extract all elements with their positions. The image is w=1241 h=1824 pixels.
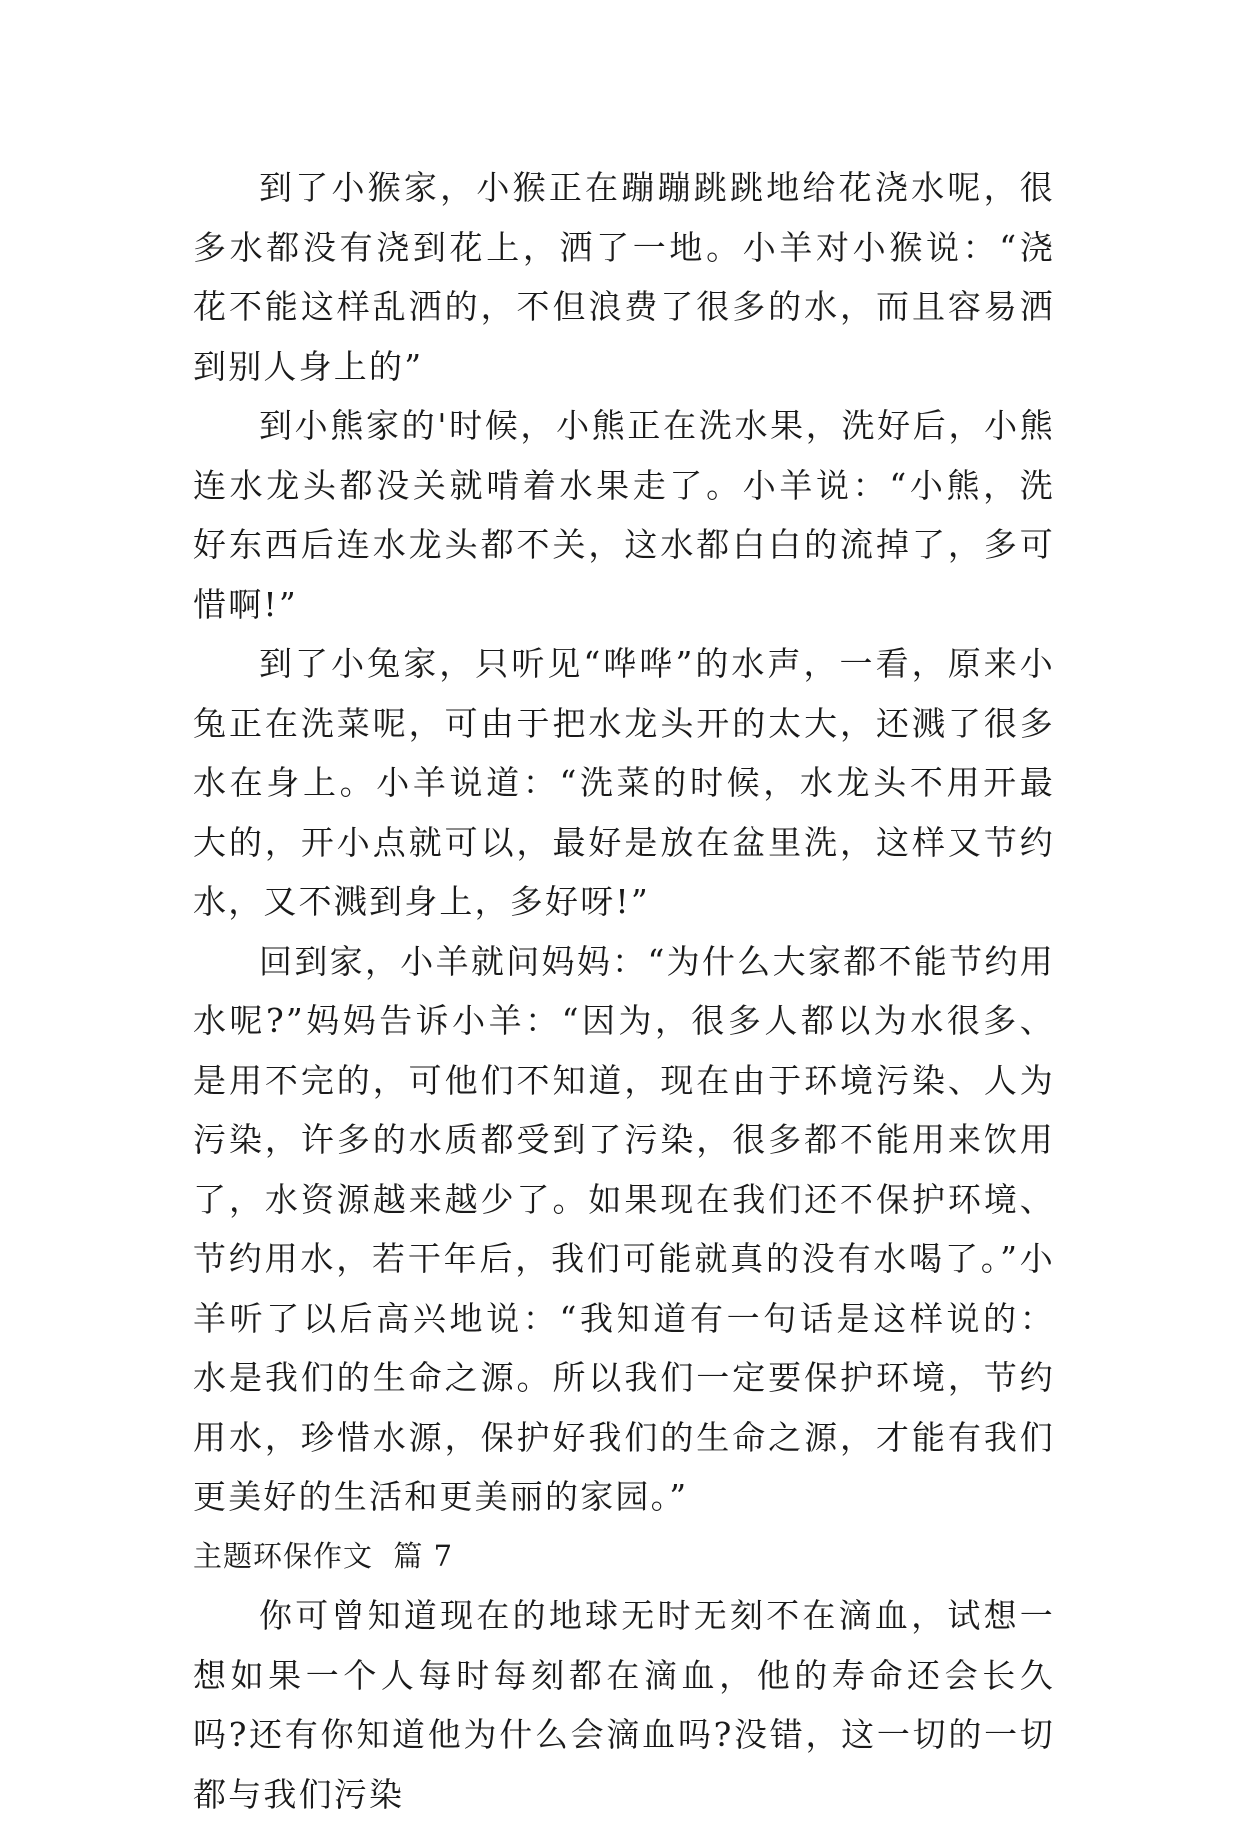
paragraph-rabbit: 到了小兔家，只听见“哗哗”的水声，一看，原来小兔正在洗菜呢，可由于把水龙头开的太大，还溅了很多水在身上。小羊说道：“洗菜的时候，水龙头不用开最大的，开小点就可以，最好是放在盆里洗，这样又节约水，又不溅到身上，多好呀!” bbox=[193, 644, 1055, 921]
paragraph-bear: 到小熊家的'时候，小熊正在洗水果，洗好后，小熊连水龙头都没关就啃着水果走了。小羊说：“小熊，洗好东西后连水龙头都不关，这水都白白的流掉了，多可惜啊!” bbox=[193, 406, 1055, 624]
paragraph-monkey: 到了小猴家，小猴正在蹦蹦跳跳地给花浇水呢，很多水都没有浇到花上，洒了一地。小羊对小猴说：“浇花不能这样乱洒的，不但浪费了很多的水，而且容易洒到别人身上的” bbox=[193, 168, 1055, 386]
paragraph-earth: 你可曾知道现在的地球无时无刻不在滴血，试想一想如果一个人每时每刻都在滴血，他的寿命还会长久吗?还有你知道他为什么会滴血吗?没错，这一切的一切都与我们污染 bbox=[193, 1596, 1055, 1814]
section-heading: 主题环保作文 篇 7 bbox=[193, 1538, 454, 1573]
paragraph-home: 回到家，小羊就问妈妈：“为什么大家都不能节约用水呢?”妈妈告诉小羊：“因为，很多人都以为水很多、是用不完的，可他们不知道，现在由于环境污染、人为污染，许多的水质都受到了污染，很多都不能用来饮用了，水资源越来越少了。如果现在我们还不保护环境、节约用水，若干年后，我们可能就真的没有水喝了。”小羊听了以后高兴地说：“我知道有一句话是这样说的：水是我们的生命之源。所以我们一定要保护环境，节约用水，珍惜水源，保护好我们的生命之源，才能有我们更美好的生活和更美丽的家园。” bbox=[193, 941, 1055, 1516]
document-body bbox=[193, 158, 1055, 1824]
